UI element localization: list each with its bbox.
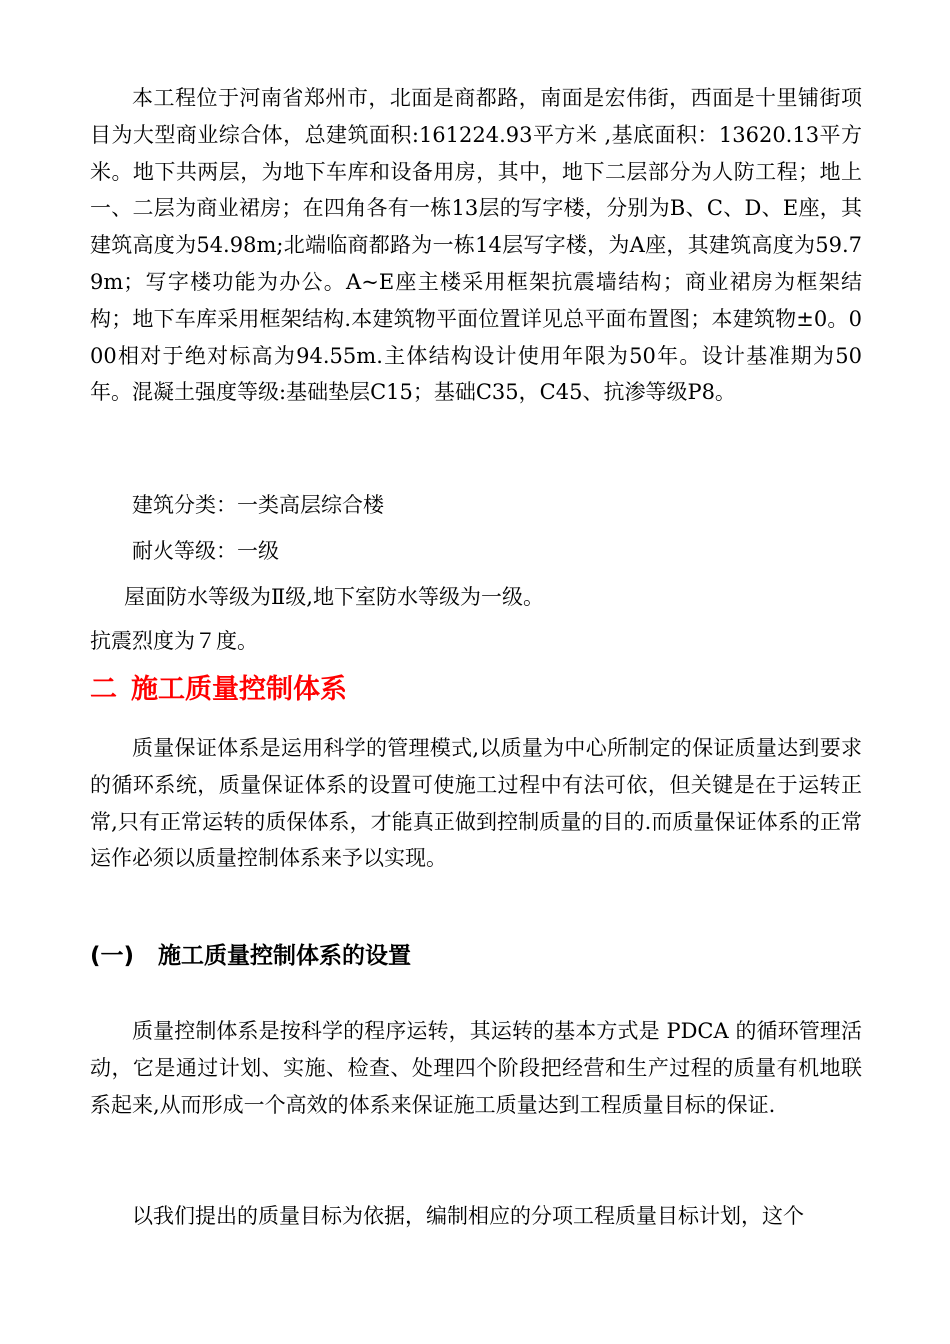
pdca-paragraph: 质量控制体系是按科学的程序运转，其运转的基本方式是 PDCA 的循环管理活动，它是通过计划、实施、检查、处理四个阶段把经营和生产过程的质量有机地联系起来,从而形成一个高效的体系来保证施工质量达到工程质量目标的保证. [90, 1019, 862, 1117]
subsection-heading [90, 940, 411, 972]
section-title: 施工质量控制体系 [131, 674, 347, 705]
quality-system-paragraph: 质量保证体系是运用科学的管理模式,以质量为中心所制定的保证质量达到要求的循环系统，质量保证体系的设置可使施工过程中有法可依，但关键是在于运转正常,只有正常运转的质保体系，才能真正做到控制质量的目的.而质量保证体系的正常运作必须以质量控制体系来予以实现。 [90, 736, 862, 871]
section-number: 二 [90, 674, 117, 705]
project-intro-paragraph: 本工程位于河南省郑州市，北面是商都路，南面是宏伟街，西面是十里铺街项目为大型商业综合体，总建筑面积:161224.93平方米 ,基底面积：13620.13平方米。地下共两层，为地下车库和设备用房，其中，地下二层部分为人防工程；地上一、二层为商业裙房；在四角各有一栋13层的写字楼，分别为B、C、D、E座，其建筑高度为54.98m;北端临商都路为一栋14层写字楼，为A座，其建筑高度为59.79m；写字楼功能为办公。A~E座主楼采用框架抗震墙结构；商业裙房为框架结构；地下车库采用框架结构.本建筑物平面位置详见总平面布置图；本建筑物±0。000相对于绝对标高为94.55m.主体结构设计使用年限为50年。设计基准期为50年。混凝土强度等级:基础垫层C15；基础C35，C45、抗渗等级P8。 [90, 86, 862, 405]
section-heading [90, 672, 347, 708]
building-class-line: 建筑分类：一类高层综合楼 [132, 493, 384, 517]
subsection-title: 施工质量控制体系的设置 [158, 943, 411, 969]
waterproof-line: 屋面防水等级为Ⅱ级,地下室防水等级为一级。 [124, 585, 544, 609]
fire-rating-line: 耐火等级：一级 [132, 539, 279, 563]
seismic-line: 抗震烈度为７度。 [90, 629, 258, 653]
subsection-number: (一) [90, 943, 135, 969]
quality-target-paragraph: 以我们提出的质量目标为依据，编制相应的分项工程质量目标计划，这个 [132, 1204, 804, 1228]
